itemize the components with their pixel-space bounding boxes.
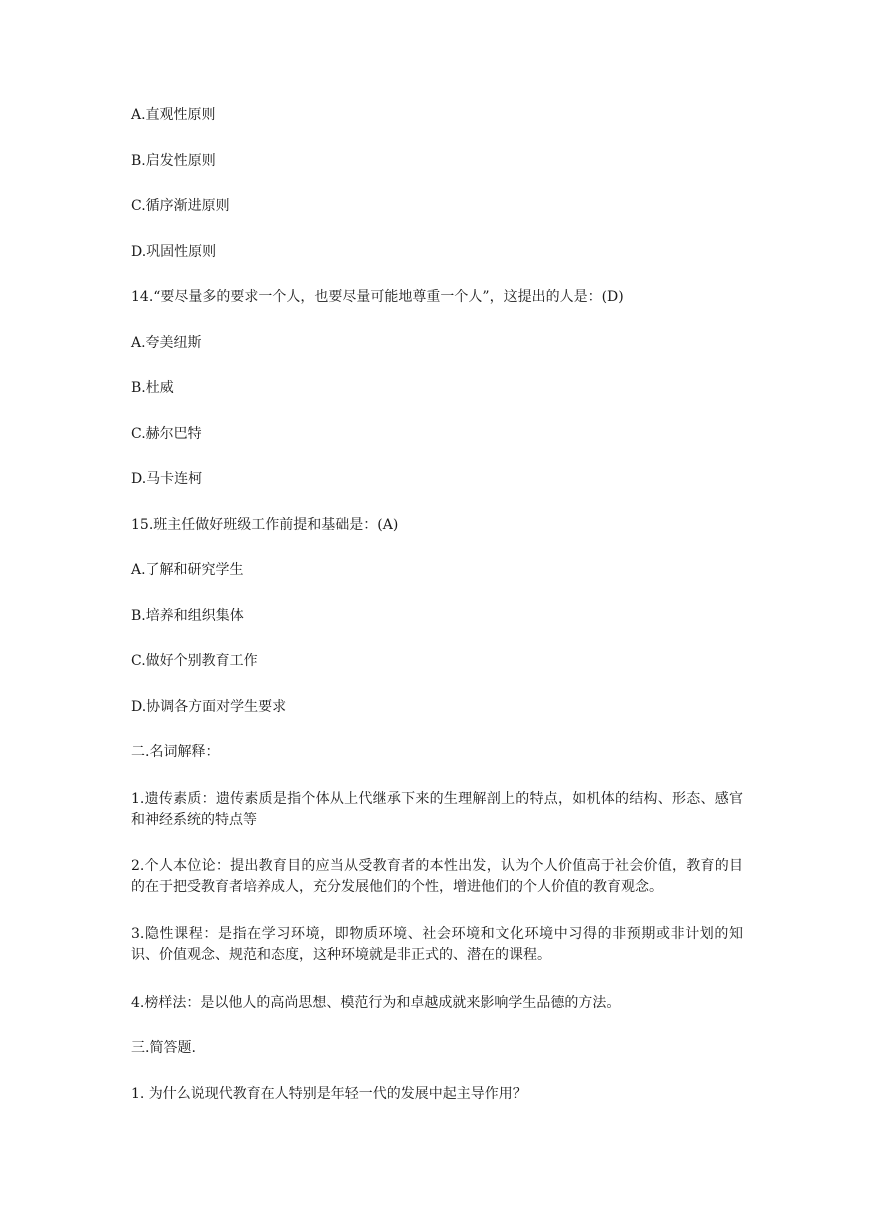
q13-option-a: A.直观性原则 xyxy=(131,107,216,123)
q14-option-a: A.夸美纽斯 xyxy=(131,335,202,351)
q14-option-d: D.马卡连柯 xyxy=(131,471,203,487)
section-2-heading: 二.名词解释： xyxy=(131,744,220,760)
q14-question: 14.“要尽量多的要求一个人，也要尽量可能地尊重一个人”，这提出的人是：(D) xyxy=(131,289,624,305)
q15-option-a: A.了解和研究学生 xyxy=(131,562,244,578)
q13-option-d: D.巩固性原则 xyxy=(131,244,217,260)
q15-option-b: B.培养和组织集体 xyxy=(131,608,244,624)
term-definition: 3.隐性课程：是指在学习环境，即物质环境、社会环境和文化环境中习得的非预期或非计划的知识、价值观念、规范和态度，这种环境就是非正式的、潜在的课程。 xyxy=(131,926,743,963)
q13-option-b: B.启发性原则 xyxy=(131,153,216,169)
q15-question: 15.班主任做好班级工作前提和基础是：(A) xyxy=(131,517,399,533)
q15-option-d: D.协调各方面对学生要求 xyxy=(131,699,287,715)
section-3-heading: 三.简答题. xyxy=(131,1040,196,1056)
term-definition: 4.榜样法：是以他人的高尚思想、模范行为和卓越成就来影响学生品德的方法。 xyxy=(131,995,621,1011)
q15-option-c: C.做好个别教育工作 xyxy=(131,653,258,669)
q14-option-b: B.杜威 xyxy=(131,380,174,396)
term-definition: 1.遗传素质：遗传素质是指个体从上代继承下来的生理解剖上的特点，如机体的结构、形态、感官和神经系统的特点等 xyxy=(131,791,743,828)
term-definition: 2.个人本位论：提出教育目的应当从受教育者的本性出发，认为个人价值高于社会价值，教育的目的在于把受教育者培养成人，充分发展他们的个性，增进他们的个人价值的教育观念。 xyxy=(131,858,743,895)
short-answer-question: 1. 为什么说现代教育在人特别是年轻一代的发展中起主导作用？ xyxy=(131,1086,527,1102)
q14-option-c: C.赫尔巴特 xyxy=(131,426,202,442)
q13-option-c: C.循序渐进原则 xyxy=(131,198,230,214)
